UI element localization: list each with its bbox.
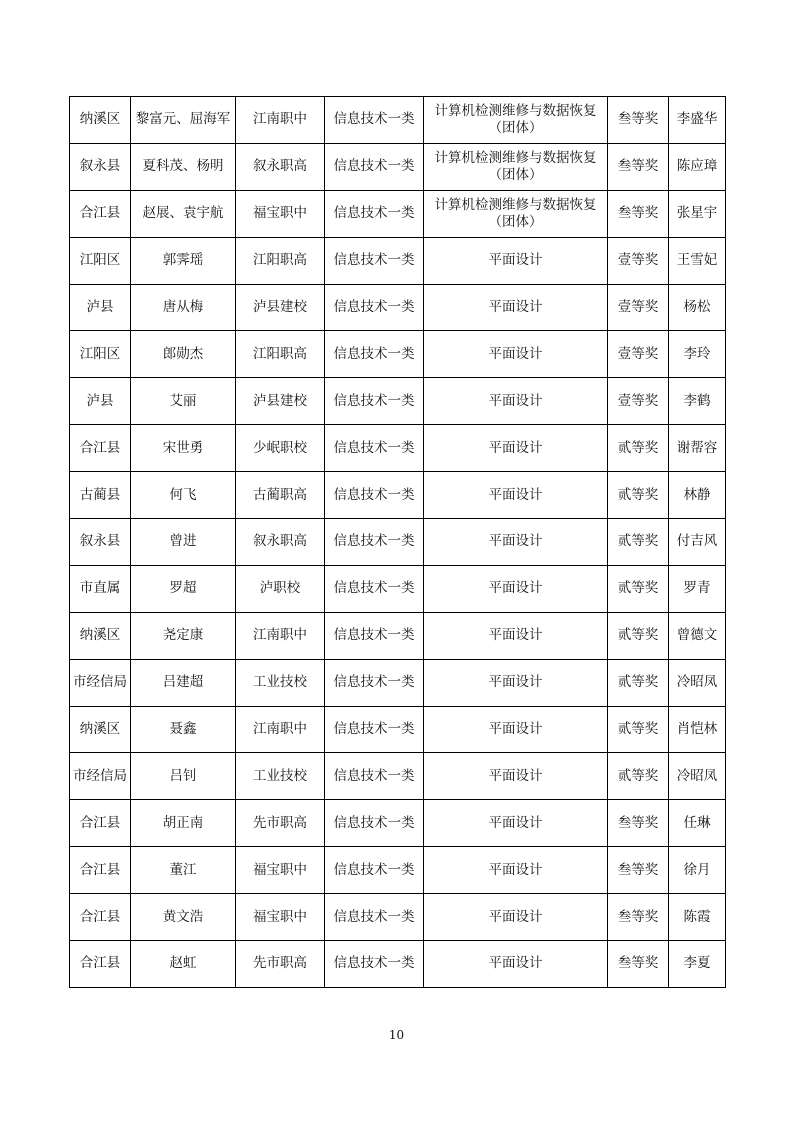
category-cell: 信息技术一类 (325, 97, 424, 144)
award-cell: 贰等奖 (608, 659, 669, 706)
teacher-cell: 徐月 (669, 847, 726, 894)
school-cell: 江南职中 (236, 706, 325, 753)
teacher-cell: 陈霞 (669, 894, 726, 941)
category-cell: 信息技术一类 (325, 800, 424, 847)
school-cell: 江南职中 (236, 97, 325, 144)
school-cell: 泸县建校 (236, 284, 325, 331)
event-cell: 平面设计 (424, 706, 608, 753)
district-cell: 合江县 (70, 941, 131, 988)
teacher-cell: 曾德文 (669, 612, 726, 659)
award-cell: 贰等奖 (608, 612, 669, 659)
event-cell: 平面设计 (424, 565, 608, 612)
teacher-cell: 肖恺林 (669, 706, 726, 753)
teacher-cell: 李鹤 (669, 378, 726, 425)
school-cell: 少岷职校 (236, 425, 325, 472)
award-cell: 叁等奖 (608, 800, 669, 847)
award-cell: 贰等奖 (608, 753, 669, 800)
award-cell: 贰等奖 (608, 706, 669, 753)
award-cell: 叁等奖 (608, 143, 669, 190)
student-cell: 曾进 (131, 519, 236, 566)
event-cell: 平面设计 (424, 847, 608, 894)
student-cell: 胡正南 (131, 800, 236, 847)
school-cell: 福宝职中 (236, 847, 325, 894)
district-cell: 江阳区 (70, 331, 131, 378)
award-cell: 壹等奖 (608, 378, 669, 425)
event-cell: 平面设计 (424, 519, 608, 566)
table-row (70, 753, 726, 800)
event-cell: 平面设计 (424, 800, 608, 847)
category-cell: 信息技术一类 (325, 659, 424, 706)
student-cell: 郭霁瑶 (131, 237, 236, 284)
district-cell: 市经信局 (70, 659, 131, 706)
table-row (70, 237, 726, 284)
school-cell: 江南职中 (236, 612, 325, 659)
table-row (70, 941, 726, 988)
student-cell: 艾丽 (131, 378, 236, 425)
school-cell: 泸职校 (236, 565, 325, 612)
district-cell: 合江县 (70, 425, 131, 472)
student-cell: 吕钊 (131, 753, 236, 800)
category-cell: 信息技术一类 (325, 565, 424, 612)
teacher-cell: 杨松 (669, 284, 726, 331)
event-cell: 平面设计 (424, 753, 608, 800)
school-cell: 先市职高 (236, 800, 325, 847)
category-cell: 信息技术一类 (325, 190, 424, 237)
district-cell: 合江县 (70, 800, 131, 847)
award-cell: 贰等奖 (608, 519, 669, 566)
school-cell: 江阳职高 (236, 237, 325, 284)
event-cell: 平面设计 (424, 331, 608, 378)
district-cell: 市经信局 (70, 753, 131, 800)
awards-table-body (70, 97, 726, 988)
student-cell: 尧定康 (131, 612, 236, 659)
category-cell: 信息技术一类 (325, 378, 424, 425)
student-cell: 罗超 (131, 565, 236, 612)
award-cell: 叁等奖 (608, 97, 669, 144)
school-cell: 福宝职中 (236, 190, 325, 237)
category-cell: 信息技术一类 (325, 425, 424, 472)
district-cell: 合江县 (70, 190, 131, 237)
student-cell: 夏科茂、杨明 (131, 143, 236, 190)
table-row (70, 519, 726, 566)
teacher-cell: 张星宇 (669, 190, 726, 237)
district-cell: 叙永县 (70, 519, 131, 566)
award-cell: 贰等奖 (608, 425, 669, 472)
district-cell: 江阳区 (70, 237, 131, 284)
district-cell: 泸县 (70, 284, 131, 331)
page-number: 10 (388, 1028, 405, 1042)
school-cell: 泸县建校 (236, 378, 325, 425)
district-cell: 合江县 (70, 894, 131, 941)
category-cell: 信息技术一类 (325, 894, 424, 941)
student-cell: 聂鑫 (131, 706, 236, 753)
award-cell: 壹等奖 (608, 331, 669, 378)
student-cell: 郎勋杰 (131, 331, 236, 378)
event-cell: 平面设计 (424, 894, 608, 941)
category-cell: 信息技术一类 (325, 612, 424, 659)
category-cell: 信息技术一类 (325, 331, 424, 378)
teacher-cell: 冷昭凤 (669, 753, 726, 800)
award-cell: 叁等奖 (608, 894, 669, 941)
table-row (70, 706, 726, 753)
district-cell: 泸县 (70, 378, 131, 425)
table-row (70, 847, 726, 894)
teacher-cell: 谢帮容 (669, 425, 726, 472)
school-cell: 叙永职高 (236, 519, 325, 566)
school-cell: 工业技校 (236, 753, 325, 800)
award-cell: 贰等奖 (608, 472, 669, 519)
table-row (70, 894, 726, 941)
award-cell: 贰等奖 (608, 565, 669, 612)
event-cell: 计算机检测维修与数据恢复（团体） (424, 143, 608, 190)
event-cell: 平面设计 (424, 659, 608, 706)
school-cell: 工业技校 (236, 659, 325, 706)
district-cell: 古蔺县 (70, 472, 131, 519)
awards-table (69, 96, 726, 988)
event-cell: 平面设计 (424, 237, 608, 284)
category-cell: 信息技术一类 (325, 706, 424, 753)
award-cell: 壹等奖 (608, 237, 669, 284)
school-cell: 叙永职高 (236, 143, 325, 190)
teacher-cell: 李夏 (669, 941, 726, 988)
student-cell: 黄文浩 (131, 894, 236, 941)
student-cell: 何飞 (131, 472, 236, 519)
student-cell: 宋世勇 (131, 425, 236, 472)
table-row (70, 800, 726, 847)
district-cell: 纳溪区 (70, 612, 131, 659)
table-row (70, 378, 726, 425)
event-cell: 平面设计 (424, 612, 608, 659)
table-row (70, 659, 726, 706)
table-row (70, 284, 726, 331)
district-cell: 叙永县 (70, 143, 131, 190)
event-cell: 平面设计 (424, 378, 608, 425)
teacher-cell: 李玲 (669, 331, 726, 378)
award-cell: 叁等奖 (608, 190, 669, 237)
student-cell: 唐从梅 (131, 284, 236, 331)
category-cell: 信息技术一类 (325, 847, 424, 894)
category-cell: 信息技术一类 (325, 753, 424, 800)
table-row (70, 97, 726, 144)
teacher-cell: 罗青 (669, 565, 726, 612)
table-row (70, 612, 726, 659)
teacher-cell: 冷昭凤 (669, 659, 726, 706)
category-cell: 信息技术一类 (325, 143, 424, 190)
category-cell: 信息技术一类 (325, 941, 424, 988)
school-cell: 先市职高 (236, 941, 325, 988)
district-cell: 纳溪区 (70, 97, 131, 144)
teacher-cell: 任琳 (669, 800, 726, 847)
award-cell: 叁等奖 (608, 941, 669, 988)
event-cell: 平面设计 (424, 941, 608, 988)
award-cell: 叁等奖 (608, 847, 669, 894)
event-cell: 平面设计 (424, 284, 608, 331)
district-cell: 合江县 (70, 847, 131, 894)
student-cell: 吕建超 (131, 659, 236, 706)
category-cell: 信息技术一类 (325, 284, 424, 331)
student-cell: 黎富元、屈海军 (131, 97, 236, 144)
student-cell: 赵展、袁宇航 (131, 190, 236, 237)
district-cell: 纳溪区 (70, 706, 131, 753)
event-cell: 计算机检测维修与数据恢复（团体） (424, 190, 608, 237)
category-cell: 信息技术一类 (325, 472, 424, 519)
event-cell: 平面设计 (424, 472, 608, 519)
table-row (70, 190, 726, 237)
student-cell: 赵虹 (131, 941, 236, 988)
school-cell: 福宝职中 (236, 894, 325, 941)
student-cell: 董江 (131, 847, 236, 894)
table-row (70, 472, 726, 519)
table-row (70, 425, 726, 472)
teacher-cell: 李盛华 (669, 97, 726, 144)
school-cell: 古蔺职高 (236, 472, 325, 519)
table-row (70, 331, 726, 378)
award-cell: 壹等奖 (608, 284, 669, 331)
teacher-cell: 陈应璋 (669, 143, 726, 190)
category-cell: 信息技术一类 (325, 237, 424, 284)
teacher-cell: 付吉风 (669, 519, 726, 566)
event-cell: 计算机检测维修与数据恢复（团体） (424, 97, 608, 144)
table-row (70, 565, 726, 612)
table-row (70, 143, 726, 190)
event-cell: 平面设计 (424, 425, 608, 472)
teacher-cell: 王雪妃 (669, 237, 726, 284)
school-cell: 江阳职高 (236, 331, 325, 378)
category-cell: 信息技术一类 (325, 519, 424, 566)
teacher-cell: 林静 (669, 472, 726, 519)
district-cell: 市直属 (70, 565, 131, 612)
